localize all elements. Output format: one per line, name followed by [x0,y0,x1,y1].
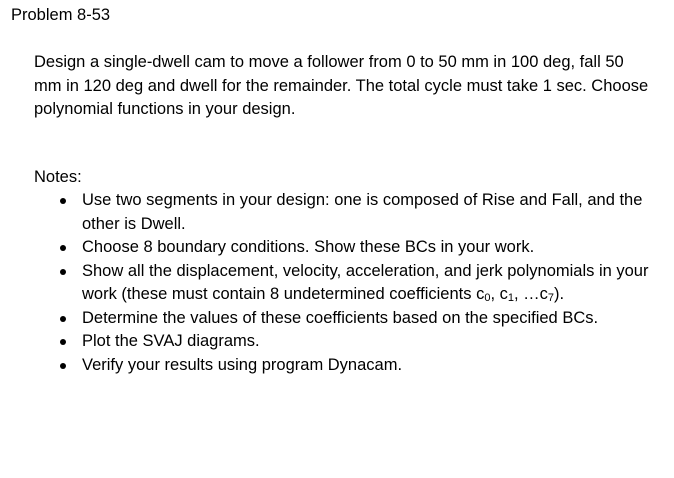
note-text: Plot the SVAJ diagrams. [82,332,260,350]
note-text-before: Show all the displacement, velocity, acceleration, and jerk polynomials in your work (these must contain 8 undetermined coefficients [82,261,649,303]
bullet-icon [60,363,66,369]
notes-heading: Notes: [34,168,82,186]
problem-title: Problem 8-53 [11,6,111,24]
note-text: Use two segments in your design: one is composed of Rise and Fall, and the other is Dwell. [82,191,643,233]
problem-statement: Design a single-dwell cam to move a follower from 0 to 50 mm in 100 deg, fall 50 mm in 120 deg and dwell for the remainder. The total cycle must take 1 sec. Choose polynomial functions in your design. [34,53,649,118]
coefficient-separator: , [490,285,500,303]
note-text: Determine the values of these coefficients based on the specified BCs. [82,308,599,327]
note-text-after: ). [554,285,565,303]
note-item [34,307,654,331]
coefficient-ellipsis: , … [514,285,540,303]
coefficient-c1: c [499,285,508,303]
note-item [34,236,654,260]
coefficient-c7-subscript: 7 [547,292,555,304]
bullet-icon [60,316,66,322]
coefficient-c0-subscript: 0 [484,292,491,304]
bullet-icon [60,269,66,275]
coefficient-c0: c [476,285,485,303]
note-item [34,330,654,354]
notes-list [34,189,654,377]
note-text [82,262,648,304]
coefficient-c1-subscript: 1 [507,292,514,304]
note-item [34,189,654,236]
bullet-icon [60,198,66,204]
bullet-icon [60,245,66,251]
coefficient-c7: c [539,285,548,303]
note-item [34,354,654,378]
note-item [34,260,654,307]
note-text: Verify your results using program Dynacam. [82,355,403,374]
bullet-icon [60,339,66,345]
note-text: Choose 8 boundary conditions. Show these BCs in your work. [82,238,535,256]
